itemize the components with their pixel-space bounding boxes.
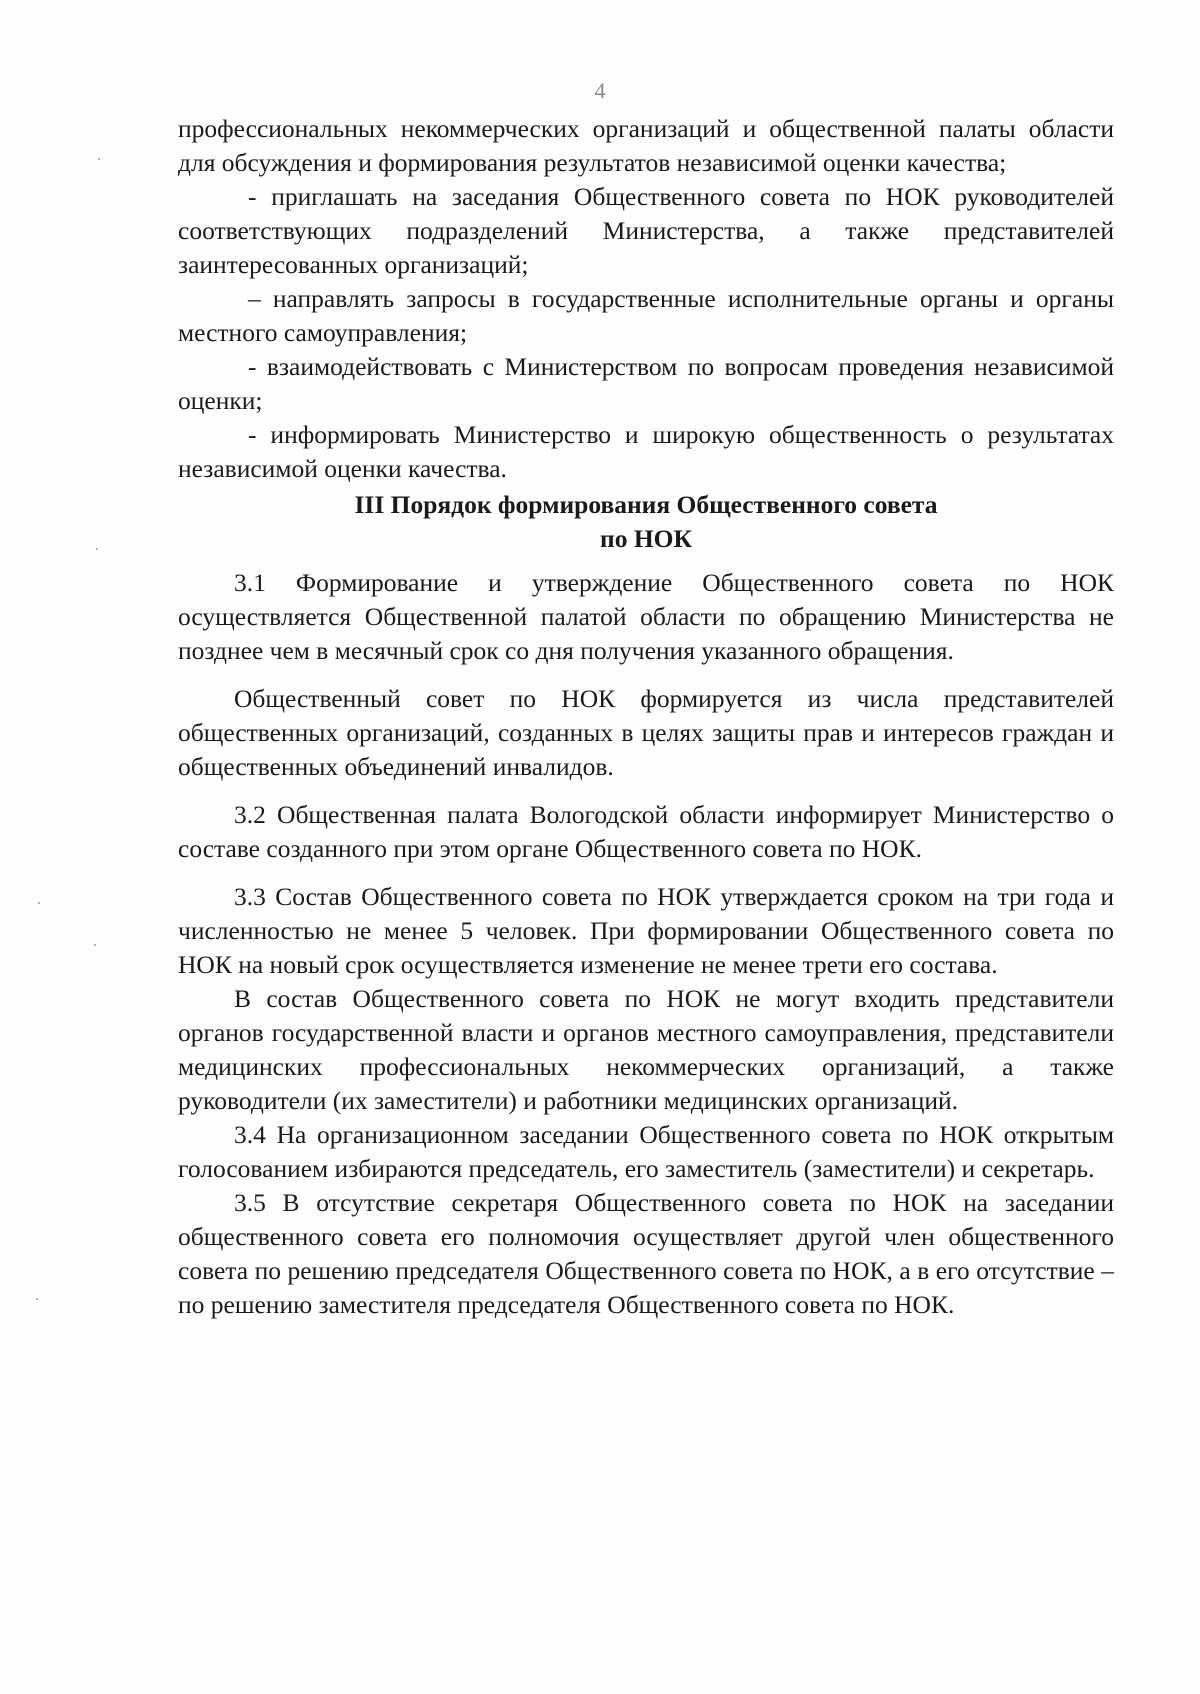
- paragraph-composition: Общественный совет по НОК формируется из числа представителей общественных организаций, созданных в целях защиты прав и интересов граждан и общественных объединений инвалидов.: [178, 684, 1114, 781]
- paragraph-3-2: 3.2 Общественная палата Вологодской области информирует Министерство о составе созданного при этом органе Общественного совета по НОК.: [178, 800, 1114, 863]
- scan-speck: [36, 1298, 38, 1300]
- paragraph-3-3: 3.3 Состав Общественного совета по НОК утверждается сроком на три года и численностью не менее 5 человек. При формировании Общественного совета по НОК на новый срок осуществляется изменение не менее трети его состава.: [178, 882, 1114, 979]
- list-item: – направлять запросы в государственные исполнительные органы и органы местного самоуправления;: [178, 284, 1114, 347]
- section-heading: [178, 488, 1114, 556]
- intro-paragraph: профессиональных некоммерческих организаций и общественной палаты области для обсуждения и формирования результатов независимой оценки качества;: [178, 114, 1114, 177]
- scan-speck: [98, 158, 100, 160]
- list-item: - информировать Министерство и широкую общественность о результатах независимой оценки качества.: [178, 420, 1114, 483]
- document-body: [178, 112, 1114, 1322]
- paragraph-3-5: 3.5 В отсутствие секретаря Общественного совета по НОК на заседании общественного совета его полномочия осуществляет другой член общественного совета по решению председателя Общественного совета по НОК, а в его отсутствие – по решению заместителя председателя Общественного совета по НОК.: [178, 1188, 1114, 1319]
- list-item: - приглашать на заседания Общественного совета по НОК руководителей соответствующих подразделений Министерства, а также представителей заинтересованных организаций;: [178, 182, 1114, 279]
- scan-speck: [96, 548, 98, 550]
- section-heading-line: по НОК: [600, 524, 692, 553]
- list-item: - взаимодействовать с Министерством по вопросам проведения независимой оценки;: [178, 352, 1114, 415]
- section-heading-line: III Порядок формирования Общественного совета: [354, 490, 938, 519]
- paragraph-3-1: 3.1 Формирование и утверждение Общественного совета по НОК осуществляется Общественной палатой области по обращению Министерства не позднее чем в месячный срок со дня получения указанного обращения.: [178, 568, 1114, 665]
- page-number: 4: [594, 78, 606, 103]
- scan-speck: [94, 944, 96, 946]
- scan-speck: [38, 902, 40, 904]
- paragraph-3-4: 3.4 На организационном заседании Общественного совета по НОК открытым голосованием избираются председатель, его заместитель (заместители) и секретарь.: [178, 1120, 1114, 1183]
- paragraph-restrictions: В состав Общественного совета по НОК не могут входить представители органов государственной власти и органов местного самоуправления, представители медицинских профессиональных некоммерческих организаций, а также руководители (их заместители) и работники медицинских организаций.: [178, 984, 1114, 1115]
